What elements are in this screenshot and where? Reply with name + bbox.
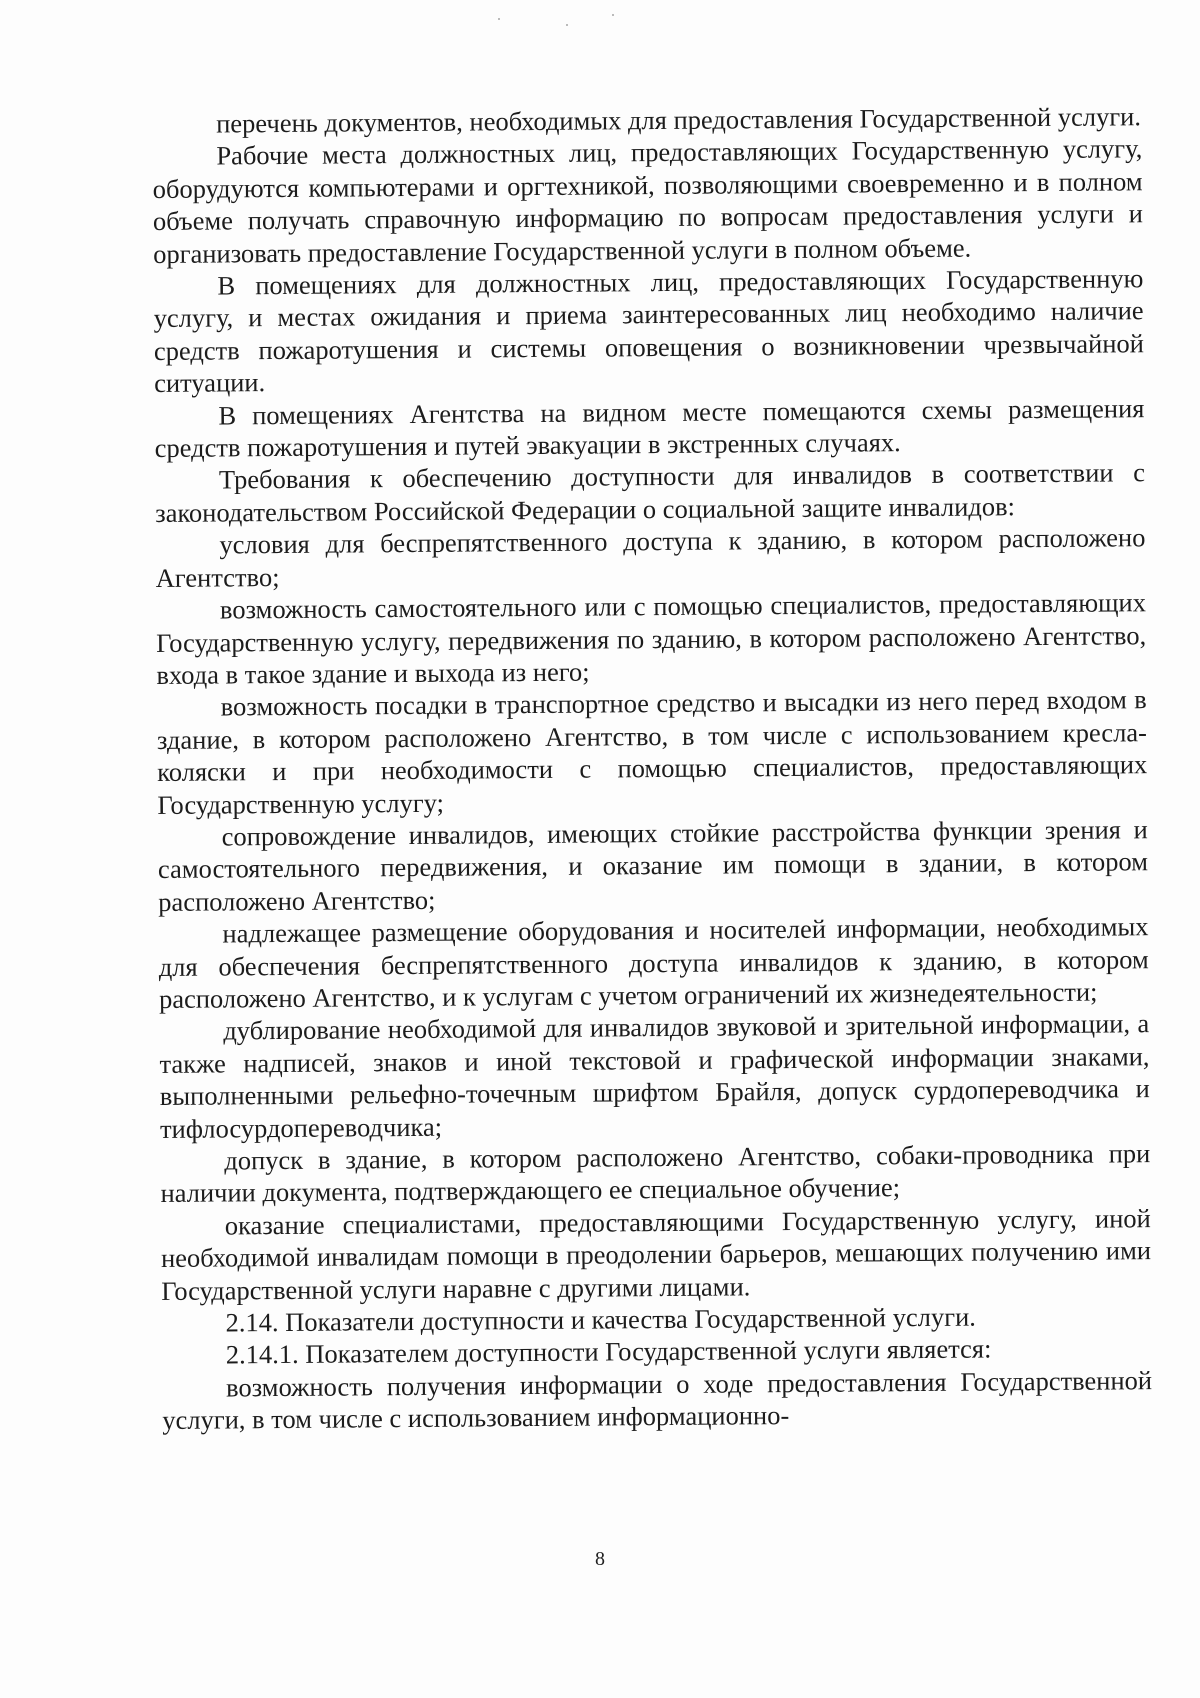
paragraph: возможность посадки в транспортное средство и высадки из него перед входом в здание, в котором расположено Агентство, в том числе с использованием кресла-коляски и при необходимости с помощью специалистов, предоставляющих Государственную услугу; [156,684,1148,820]
scan-speck [566,24,568,26]
paragraph: Требования к обеспечению доступности для инвалидов в соответствии с законодательством Российской Федерации о социальной защите инвалидов: [155,457,1146,528]
document-body [152,100,1152,1436]
paragraph: В помещениях для должностных лиц, предоставляющих Государственную услугу, и местах ожидания и приема заинтересованных лиц необходимо наличие средств пожаротушения и системы оповещения о возникновении чрезвычайной ситуации. [153,263,1144,399]
paragraph: В помещениях Агентства на видном месте помещаются схемы размещения средств пожаротушения и путей эвакуации в экстренных случаях. [154,392,1145,464]
paragraph: сопровождение инвалидов, имеющих стойкие расстройства функции зрения и самостоятельного передвижения, и оказание им помощи в здании, в котором расположено Агентство; [157,814,1149,917]
paragraph: 2.14.1. Показателем доступности Государственной услуги является: [225,1333,992,1370]
scan-speck [612,14,614,16]
paragraph: допуск в здание, в котором расположено Агентство, собаки-проводника при наличии документа, подтверждающего ее специальное обучение; [160,1138,1151,1209]
paragraph: Рабочие места должностных лиц, предоставляющих Государственную услугу, оборудуются компьютерами и оргтехникой, позволяющими своевременно и в полном объеме получать справочную информацию по вопросам предоставления услуги и организовать предоставление Государственной услуги в полном объеме. [152,133,1143,269]
paragraph: возможность получения информации о ходе предоставления Государственной услуги, в том числе с использованием информационно- [162,1365,1153,1436]
paragraph: перечень документов, необходимых для предоставления Государственной услуги. [216,101,1142,139]
paragraph: условия для беспрепятственного доступа к зданию, в котором расположено Агентство; [155,522,1146,593]
paragraph: надлежащее размещение оборудования и носителей информации, необходимых для обеспечения беспрепятственного доступа инвалидов к зданию, в котором расположено Агентство, и к услугам с учетом ограничений их жизнедеятельности; [158,911,1149,1014]
page-number: 8 [595,1548,605,1570]
paragraph: 2.14. Показатели доступности и качества Государственной услуги. [225,1301,976,1338]
paragraph: возможность самостоятельного или с помощью специалистов, предоставляющих Государственную услугу, передвижения по зданию, в котором расположено Агентство, входа в такое здание и выхода из него; [156,587,1147,690]
paragraph: оказание специалистами, предоставляющими Государственную услугу, иной необходимой инвалидам помощи в преодолении барьеров, мешающих получению ими Государственной услуги наравне с другими лицами. [160,1203,1152,1306]
paragraph: дублирование необходимой для инвалидов звуковой и зрительной информации, а также надписей, знаков и иной текстовой и графической информации знаками, выполненными рельефно-точечным шрифтом Брайля, допуск сурдопереводчика и тифлосурдопереводчика; [159,1008,1150,1144]
scan-speck [498,18,500,20]
